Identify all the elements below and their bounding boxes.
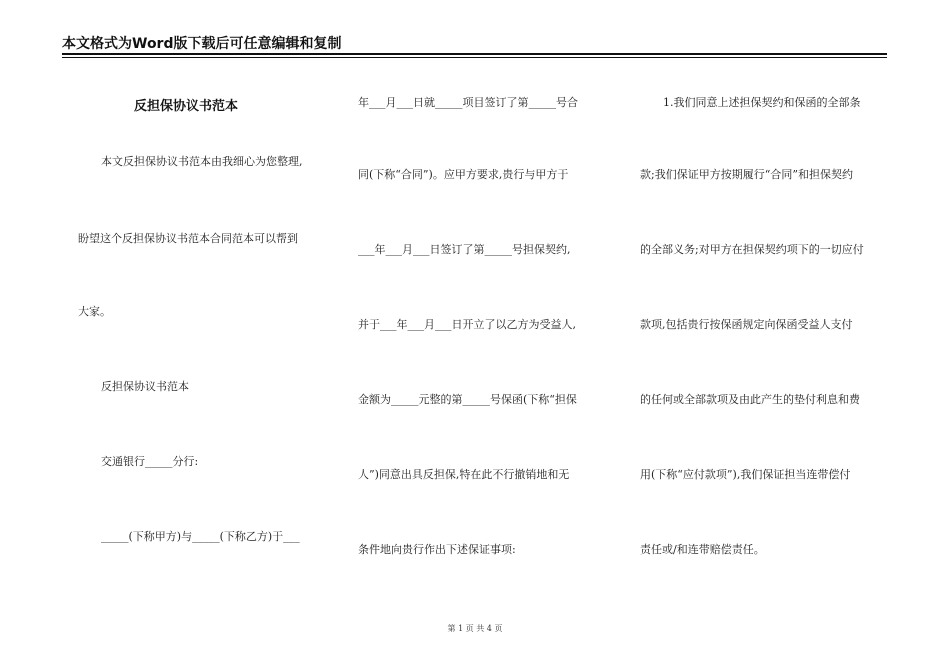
text-line: 1.我们同意上述担保契约和保函的全部条 [663, 96, 861, 109]
text-line: 人”)同意出具反担保,特在此不行撤销地和无 [358, 468, 570, 481]
text-line: 大家。 [78, 305, 111, 318]
document-header-title: 本文格式为Word版下载后可任意编辑和复制 [62, 36, 342, 52]
document-title: 反担保协议书范本 [134, 99, 239, 114]
text-line: 用(下称“应付款项”),我们保证担当连带偿付 [640, 468, 851, 481]
text-line: 年___月___日就_____项目签订了第_____号合 [358, 96, 578, 109]
text-line: 的全部义务;对甲方在担保契约项下的一切应付 [640, 243, 864, 256]
text-line: ___年___月___日签订了第_____号担保契约, [358, 243, 571, 256]
header-rule-thick [62, 53, 887, 55]
text-line: 本文反担保协议书范本由我细心为您整理, [101, 155, 303, 168]
text-line: 盼望这个反担保协议书范本合同范本可以帮到 [78, 232, 298, 245]
text-line: _____(下称甲方)与_____(下称乙方)于___ [101, 530, 300, 543]
text-line: 同(下称“合同”)。应甲方要求,贵行与甲方于 [358, 168, 569, 181]
text-line: 交通银行_____分行: [101, 455, 199, 468]
text-line: 金额为_____元整的第_____号保函(下称“担保 [358, 393, 577, 406]
text-line: 款项,包括贵行按保函规定向保函受益人支付 [640, 318, 853, 331]
text-line: 并于___年___月___日开立了以乙方为受益人, [358, 318, 576, 331]
text-line: 责任或/和连带赔偿责任。 [640, 543, 765, 556]
header-rule-thin [62, 57, 887, 58]
page-number: 第 1 页 共 4 页 [447, 624, 503, 633]
section-heading: 反担保协议书范本 [101, 380, 189, 393]
text-line: 条件地向贵行作出下述保证事项: [358, 543, 516, 556]
text-line: 款;我们保证甲方按期履行“合同”和担保契约 [640, 168, 853, 181]
text-line: 的任何或全部款项及由此产生的垫付利息和费 [640, 393, 860, 406]
